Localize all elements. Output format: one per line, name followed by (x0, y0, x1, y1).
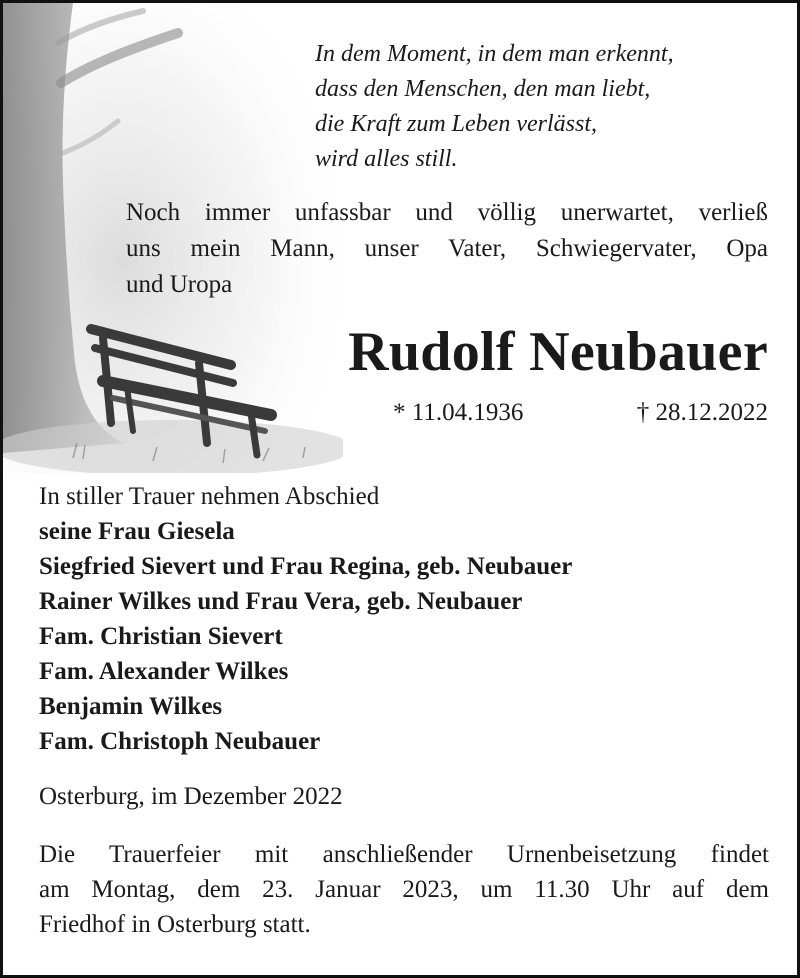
mourner-name: Fam. Alexander Wilkes (39, 658, 289, 685)
deceased-name: Rudolf Neubauer (348, 321, 768, 383)
life-dates (393, 395, 768, 431)
mourner-name: Benjamin Wilkes (39, 693, 223, 720)
announcement-line: uns mein Mann, unser Vater, Schwiegervater, Opa (126, 235, 768, 262)
announcement-text (126, 195, 768, 303)
mourner-name: Fam. Christian Sievert (39, 623, 283, 650)
funeral-line: am Montag, dem 23. Januar 2023, um 11.30 Uhr auf dem (39, 876, 769, 903)
announcement-line: und Uropa (126, 271, 233, 298)
poem-line: die Kraft zum Leben verlässt, (315, 111, 597, 137)
poem-line: In dem Moment, in dem man erkennt, (315, 41, 674, 67)
mourner-name: Rainer Wilkes und Frau Vera, geb. Neubauer (39, 588, 523, 615)
memorial-poem (315, 37, 785, 177)
mourners-heading: In stiller Trauer nehmen Abschied (39, 483, 380, 510)
funeral-line: Die Trauerfeier mit anschließender Urnenbeisetzung findet (39, 841, 769, 868)
place-and-date: Osterburg, im Dezember 2022 (39, 783, 343, 810)
birth-date: * 11.04.1936 (393, 399, 524, 426)
funeral-line: Friedhof in Osterburg statt. (39, 911, 311, 938)
poem-line: dass den Menschen, den man liebt, (315, 76, 651, 102)
poem-line: wird alles still. (315, 146, 458, 172)
mourner-name: seine Frau Giesela (39, 518, 235, 545)
mourner-name: Fam. Christoph Neubauer (39, 728, 321, 755)
funeral-details (39, 837, 769, 942)
mourner-name: Siegfried Sievert und Frau Regina, geb. Neubauer (39, 553, 573, 580)
mourners-list (39, 479, 769, 759)
announcement-line: Noch immer unfassbar und völlig unerwartet, verließ (126, 199, 768, 226)
death-date: † 28.12.2022 (636, 399, 768, 426)
